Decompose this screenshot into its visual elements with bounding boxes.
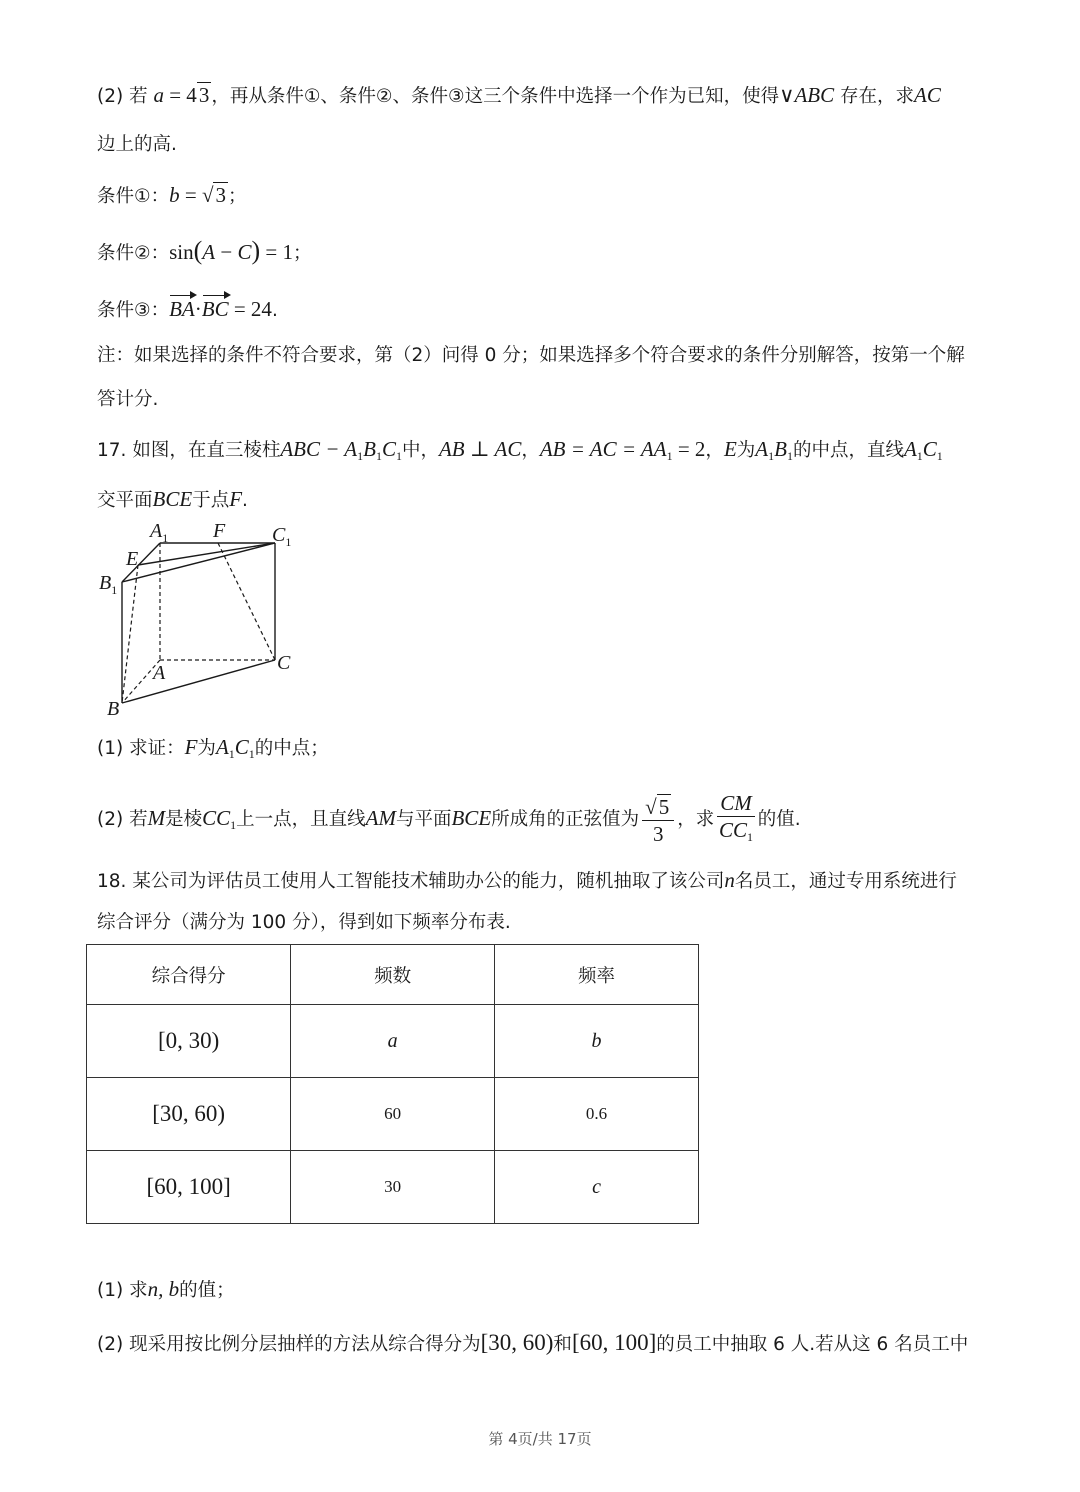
fraction-sqrt5-over-3: $\frac{√5}{3}$ (642, 794, 674, 847)
prism-figure (95, 515, 315, 725)
label-b1: $B_1$ (99, 572, 118, 597)
condition-3: 条件③：BA·BC = 24. (97, 294, 984, 326)
condition-2: 条件②：sin(A − C) = 1； (97, 236, 312, 265)
label-f: F (213, 520, 226, 542)
q17-line2: 交平面BCE于点F. (97, 487, 248, 511)
q16-part2-line1: (2) 若 a = 43 ，再从条件①、条件②、条件③这三个条件中选择一个作为已知，使得∨ABC 存在，求AC (97, 83, 941, 107)
q18-part2: (2) 现采用按比例分层抽样的方法从综合得分为[30, 60)和[60, 100]的员工中抽取 6 人.若从这 6 名员工中 (97, 1330, 969, 1355)
q18-part1: (1) 求n, b的值； (97, 1277, 235, 1301)
table-row: [0, 30) a b (87, 1005, 699, 1078)
label-c: C (277, 652, 291, 674)
frequency-table (86, 944, 699, 1224)
edge-ec1 (138, 543, 275, 565)
note-line1: 注：如果选择的条件不符合要求，第（2）问得 0 分；如果选择多个符合要求的条件分别解答，按第一个解 (97, 345, 965, 366)
table-row: [30, 60) 60 0.6 (87, 1078, 699, 1151)
fraction-cm-over-cc1: $\frac{CM}{CC_1}$ (718, 791, 753, 844)
edge-b1c1 (122, 543, 275, 582)
label-b: B (107, 698, 120, 720)
q16-part2-line2: 边上的高. (97, 134, 177, 155)
page-footer: 第 4页/共 17页 (488, 1430, 592, 1448)
math-a-expr: a (153, 83, 164, 107)
q18-line2: 综合评分（满分为 100 分），得到如下频率分布表. (97, 912, 511, 933)
condition-1: 条件①：b = √3 ； (97, 183, 247, 207)
table-header-row (87, 945, 699, 1005)
header-count: 频数 (291, 945, 495, 1005)
note-line2: 答计分. (97, 389, 159, 410)
label-a1: $A_1$ (150, 520, 169, 545)
label-e: E (126, 548, 139, 570)
q18-line1: 18. 某公司为评估员工使用人工智能技术辅助办公的能力，随机抽取了该公司n名员工，通过专用系统进行 (97, 868, 957, 892)
q17-part1: (1) 求证：F为$A_1C_1$的中点； (97, 735, 329, 761)
header-score: 综合得分 (87, 945, 291, 1005)
edge-be-hidden (122, 565, 138, 703)
q17-line1: 17. 如图，在直三棱柱ABC − $A_1B_1C_1$中，AB ⊥ AC，AB = AC = $AA_1 = 2$，E为$A_1B_1$的中点，直线$A_1C_1$ (97, 437, 943, 463)
edge-bc (122, 660, 275, 703)
label-a: A (153, 662, 166, 684)
label-c1: $C_1$ (272, 524, 292, 549)
header-frequency: 频率 (495, 945, 699, 1005)
edge-fc-hidden (218, 543, 275, 660)
table-row: [60, 100] 30 c (87, 1151, 699, 1224)
q17-part2: (2) 若M是棱$CC_1$上一点，且直线AM与平面BCE所成角的正弦值为 $\frac{√5}{3}$ ，求 $\frac{CM}{CC_1}$ 的值. (97, 790, 984, 853)
